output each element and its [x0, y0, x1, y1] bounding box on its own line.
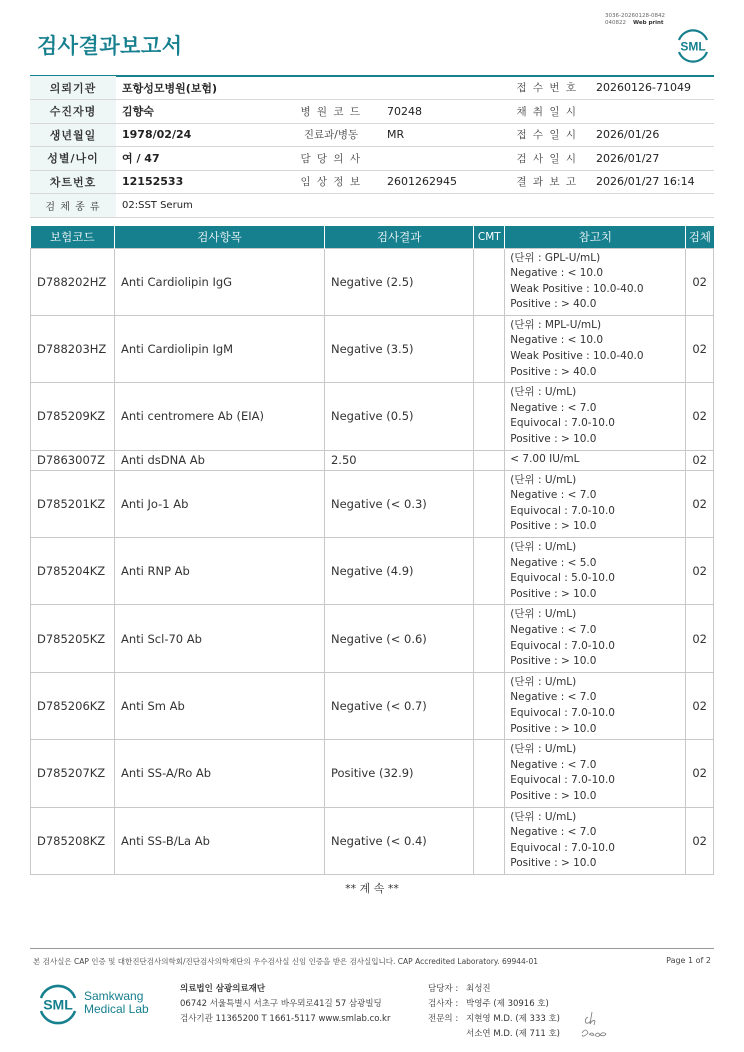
staff-name: 서소연 M.D. (제 711 호)	[466, 1029, 561, 1039]
table-row	[31, 605, 714, 672]
staff-list	[428, 982, 560, 1042]
cell-result: 2.50	[324, 450, 473, 470]
cell-item: Anti SS-A/Ro Ab	[114, 740, 324, 807]
info-value	[381, 147, 504, 171]
cell-reference	[505, 315, 686, 382]
reference-line: Positive : > 10.0	[510, 587, 597, 600]
cell-code: D785209KZ	[31, 383, 115, 450]
reference-line: (단위 : U/mL)	[510, 473, 577, 486]
reference-line: Positive : > 40.0	[510, 298, 597, 311]
cell-specimen: 02	[686, 383, 714, 450]
cell-item: Anti Jo-1 Ab	[114, 470, 324, 537]
info-value: 김향숙	[116, 100, 281, 124]
reference-line: Positive : > 10.0	[510, 433, 597, 446]
brand-line: Medical Lab	[84, 1002, 149, 1016]
info-label: 수진자명	[30, 100, 116, 124]
table-row	[31, 672, 714, 739]
cell-item: Anti Cardiolipin IgM	[114, 315, 324, 382]
staff-name: 박영주 (제 30916 호)	[466, 999, 549, 1009]
staff-row	[428, 997, 560, 1012]
cell-reference	[505, 538, 686, 605]
staff-name: 지현영 M.D. (제 333 호)	[466, 1014, 561, 1024]
info-value	[590, 100, 714, 124]
cell-result: Negative (3.5)	[324, 315, 473, 382]
doc-code-number: 040822	[605, 20, 626, 26]
info-value: 12152533	[116, 170, 281, 194]
cell-code: D785205KZ	[31, 605, 115, 672]
reference-line: Negative : < 7.0	[510, 758, 597, 771]
cell-item: Anti Sm Ab	[114, 672, 324, 739]
cell-cmt	[474, 450, 505, 470]
reference-line: (단위 : U/mL)	[510, 810, 577, 823]
info-label: 성별/나이	[30, 147, 116, 171]
brand-line: Samkwang	[84, 989, 144, 1003]
info-value: 02:SST Serum	[116, 194, 714, 218]
info-value: 1978/02/24	[116, 123, 281, 147]
staff-row	[428, 982, 560, 997]
cell-item: Anti centromere Ab (EIA)	[114, 383, 324, 450]
info-row	[30, 123, 714, 147]
cell-cmt	[474, 538, 505, 605]
accreditation-note: 본 검사실은 CAP 인증 및 대한진단검사의학회/진단검사의학재단의 우수검사실 신임 인증을 받은 검사실입니다. CAP Accredited Laboratory. 69944-01	[33, 957, 539, 966]
organization-info	[180, 982, 390, 1027]
reference-line: (단위 : U/mL)	[510, 675, 577, 688]
sml-logo-icon	[674, 26, 712, 64]
reference-line: Negative : < 10.0	[510, 267, 604, 280]
signature-image	[580, 1007, 610, 1041]
reference-line: Negative : < 7.0	[510, 624, 597, 637]
info-label: 결 과 보 고	[504, 170, 590, 194]
page-title: 검사결과보고서	[37, 34, 183, 58]
info-value: 20260126-71049	[590, 76, 714, 100]
reference-line: Positive : > 10.0	[510, 655, 597, 668]
reference-line: Negative : < 5.0	[510, 556, 597, 569]
organization-address: 06742 서울특별시 서초구 바우뫼로41길 57 삼광빌딩	[180, 999, 382, 1009]
info-value: 2026/01/27 16:14	[590, 170, 714, 194]
info-label: 접 수 일 시	[504, 123, 590, 147]
info-row	[30, 194, 714, 218]
info-label: 진료과/병동	[281, 123, 381, 147]
cell-result: Negative (4.9)	[324, 538, 473, 605]
sml-logo-icon	[36, 982, 80, 1026]
staff-row	[428, 1027, 560, 1042]
cell-specimen: 02	[686, 470, 714, 537]
cell-reference	[505, 807, 686, 874]
patient-info-table	[30, 76, 714, 218]
info-value: 여 / 47	[116, 147, 281, 171]
reference-line: Negative : < 7.0	[510, 401, 597, 414]
cell-item: Anti Cardiolipin IgG	[114, 248, 324, 315]
reference-line: Equivocal : 7.0-10.0	[510, 841, 615, 854]
document-code	[605, 13, 665, 27]
info-row	[30, 170, 714, 194]
cell-item: Anti SS-B/La Ab	[114, 807, 324, 874]
cell-reference	[505, 470, 686, 537]
reference-line: Equivocal : 7.0-10.0	[510, 504, 615, 517]
info-label: 임 상 정 보	[281, 170, 381, 194]
info-row	[30, 100, 714, 124]
reference-line: Positive : > 40.0	[510, 365, 597, 378]
cell-reference	[505, 672, 686, 739]
column-header-reference: 참고치	[505, 226, 686, 248]
info-label: 차트번호	[30, 170, 116, 194]
info-value: 2026/01/26	[590, 123, 714, 147]
footer-rule	[30, 948, 714, 949]
cell-code: D788202HZ	[31, 248, 115, 315]
info-label: 검 사 일 시	[504, 147, 590, 171]
reference-line: (단위 : U/mL)	[510, 608, 577, 621]
reference-line: Equivocal : 7.0-10.0	[510, 639, 615, 652]
organization-name: 의료법인 삼광의료재단	[180, 984, 266, 994]
reference-line: (단위 : GPL-U/mL)	[510, 251, 601, 264]
cell-code: D785204KZ	[31, 538, 115, 605]
info-label: 검 체 종 류	[30, 194, 116, 218]
cell-cmt	[474, 740, 505, 807]
reference-line: Positive : > 10.0	[510, 520, 597, 533]
reference-line: Negative : < 7.0	[510, 489, 597, 502]
page-number: Page 1 of 2	[666, 956, 711, 965]
cell-item: Anti RNP Ab	[114, 538, 324, 605]
brand-name	[84, 990, 149, 1016]
cell-specimen: 02	[686, 807, 714, 874]
cell-specimen: 02	[686, 248, 714, 315]
table-row	[31, 807, 714, 874]
cell-code: D788203HZ	[31, 315, 115, 382]
cell-reference	[505, 383, 686, 450]
cell-result: Negative (2.5)	[324, 248, 473, 315]
table-row	[31, 315, 714, 382]
svg-text:SML: SML	[43, 996, 73, 1013]
cell-reference	[505, 740, 686, 807]
table-row	[31, 248, 714, 315]
continued-note: ** 계 속 **	[345, 882, 399, 895]
info-row	[30, 76, 714, 100]
info-label: 접 수 번 호	[504, 76, 590, 100]
info-value: 2026/01/27	[590, 147, 714, 171]
info-value: 70248	[381, 100, 504, 124]
table-row	[31, 383, 714, 450]
results-body	[31, 248, 714, 875]
cell-specimen: 02	[686, 740, 714, 807]
reference-line: Equivocal : 5.0-10.0	[510, 572, 615, 585]
staff-role: 전문의 :	[428, 1014, 459, 1024]
cell-cmt	[474, 470, 505, 537]
reference-line: Weak Positive : 10.0-40.0	[510, 282, 644, 295]
reference-line: Equivocal : 7.0-10.0	[510, 774, 615, 787]
results-header-row	[31, 226, 714, 248]
cell-cmt	[474, 672, 505, 739]
cell-cmt	[474, 383, 505, 450]
staff-role: 검사자 :	[428, 999, 459, 1009]
cell-code: D7863007Z	[31, 450, 115, 470]
info-label: 담 당 의 사	[281, 147, 381, 171]
reference-line: (단위 : U/mL)	[510, 541, 577, 554]
info-value: MR	[381, 123, 504, 147]
cell-specimen: 02	[686, 605, 714, 672]
cell-code: D785201KZ	[31, 470, 115, 537]
info-label: 의뢰기관	[30, 76, 116, 100]
info-label: 병 원 코 드	[281, 100, 381, 124]
reference-line: < 7.00 IU/mL	[510, 453, 580, 466]
table-row	[31, 450, 714, 470]
reference-line: (단위 : U/mL)	[510, 743, 577, 756]
cell-cmt	[474, 315, 505, 382]
results-table	[30, 226, 714, 875]
reference-line: Positive : > 10.0	[510, 790, 597, 803]
cell-item: Anti dsDNA Ab	[114, 450, 324, 470]
info-value: 2601262945	[381, 170, 504, 194]
cell-code: D785207KZ	[31, 740, 115, 807]
staff-role: 담당자 :	[428, 984, 459, 994]
table-row	[31, 538, 714, 605]
info-value: 포항성모병원(보험)	[116, 76, 504, 100]
staff-role	[428, 1027, 466, 1042]
reference-line: Negative : < 10.0	[510, 334, 604, 347]
reference-line: (단위 : U/mL)	[510, 386, 577, 399]
staff-name: 최성진	[466, 984, 491, 994]
reference-line: Positive : > 10.0	[510, 722, 597, 735]
svg-text:SML: SML	[680, 39, 706, 54]
reference-line: (단위 : MPL-U/mL)	[510, 318, 602, 331]
cell-result: Negative (< 0.4)	[324, 807, 473, 874]
reference-line: Negative : < 7.0	[510, 691, 597, 704]
staff-row	[428, 1012, 560, 1027]
doc-code-line: 3036-20260128-0842	[605, 13, 665, 19]
column-header-specimen: 검체	[686, 226, 714, 248]
cell-specimen: 02	[686, 538, 714, 605]
cell-specimen: 02	[686, 450, 714, 470]
cell-result: Negative (< 0.3)	[324, 470, 473, 537]
table-row	[31, 470, 714, 537]
cell-cmt	[474, 248, 505, 315]
reference-line: Negative : < 7.0	[510, 826, 597, 839]
column-header-item: 검사항목	[114, 226, 324, 248]
cell-result: Positive (32.9)	[324, 740, 473, 807]
reference-line: Weak Positive : 10.0-40.0	[510, 350, 644, 363]
column-header-cmt: CMT	[474, 226, 505, 248]
info-row	[30, 147, 714, 171]
cell-reference	[505, 605, 686, 672]
column-header-code: 보험코드	[31, 226, 115, 248]
cell-specimen: 02	[686, 672, 714, 739]
cell-result: Negative (0.5)	[324, 383, 473, 450]
cell-result: Negative (< 0.6)	[324, 605, 473, 672]
cell-result: Negative (< 0.7)	[324, 672, 473, 739]
reference-line: Equivocal : 7.0-10.0	[510, 417, 615, 430]
table-row	[31, 740, 714, 807]
cell-specimen: 02	[686, 315, 714, 382]
reference-line: Positive : > 10.0	[510, 857, 597, 870]
cell-cmt	[474, 807, 505, 874]
web-print-label: Web print	[633, 20, 664, 26]
cell-code: D785208KZ	[31, 807, 115, 874]
column-header-result: 검사결과	[324, 226, 473, 248]
organization-contact: 검사기관 11365200 T 1661-5117 www.smlab.co.kr	[180, 1014, 391, 1024]
cell-reference	[505, 450, 686, 470]
info-label: 생년월일	[30, 123, 116, 147]
cell-reference	[505, 248, 686, 315]
cell-cmt	[474, 605, 505, 672]
cell-item: Anti Scl-70 Ab	[114, 605, 324, 672]
info-label: 채 취 일 시	[504, 100, 590, 124]
cell-code: D785206KZ	[31, 672, 115, 739]
reference-line: Equivocal : 7.0-10.0	[510, 707, 615, 720]
